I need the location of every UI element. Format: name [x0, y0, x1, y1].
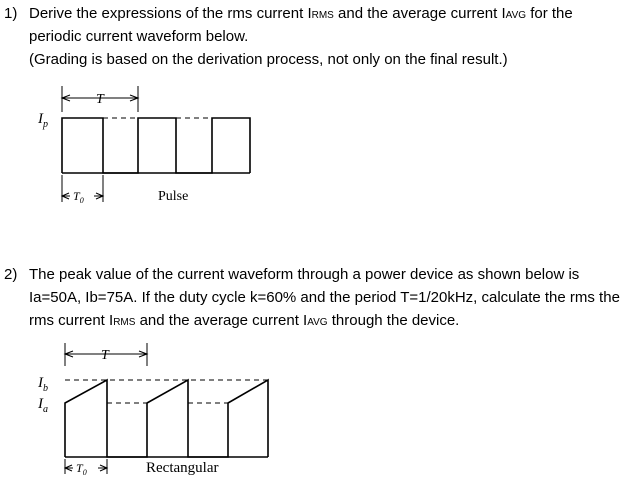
period-label: T	[96, 92, 104, 107]
pulse-width-label: $T_0$	[73, 189, 84, 205]
question-1-line-3: (Grading is based on the derivation process, not only on the final result.)	[29, 51, 508, 68]
question-1-line-2: periodic current waveform below.	[29, 28, 249, 45]
peak-label: $I_p$	[38, 111, 48, 130]
period-label-2: T	[101, 348, 109, 363]
ia-label: $I_a$	[38, 396, 48, 415]
question-2-number: 2)	[4, 266, 18, 283]
ramp-waveform	[65, 380, 268, 457]
question-2-line-2: Ia=50A, Ib=75A. If the duty cycle k=60% and the period T=1/20kHz, calculate the rms the	[29, 289, 620, 306]
pulse-caption: Pulse	[158, 189, 189, 204]
rectangular-caption: Rectangular	[146, 460, 219, 476]
question-1-number: 1)	[4, 5, 18, 22]
ib-label: $I_b$	[38, 375, 48, 394]
question-2-line-1: The peak value of the current waveform through a power device as shown below is	[29, 266, 580, 283]
pulse-width-label-2: $T_0$	[76, 461, 87, 477]
question-1-line-1: Derive the expressions of the rms current IRMS and the average current IAVG for the	[29, 5, 573, 22]
question-2-line-3: rms current IRMS and the average current IAVG through the device.	[29, 312, 460, 329]
